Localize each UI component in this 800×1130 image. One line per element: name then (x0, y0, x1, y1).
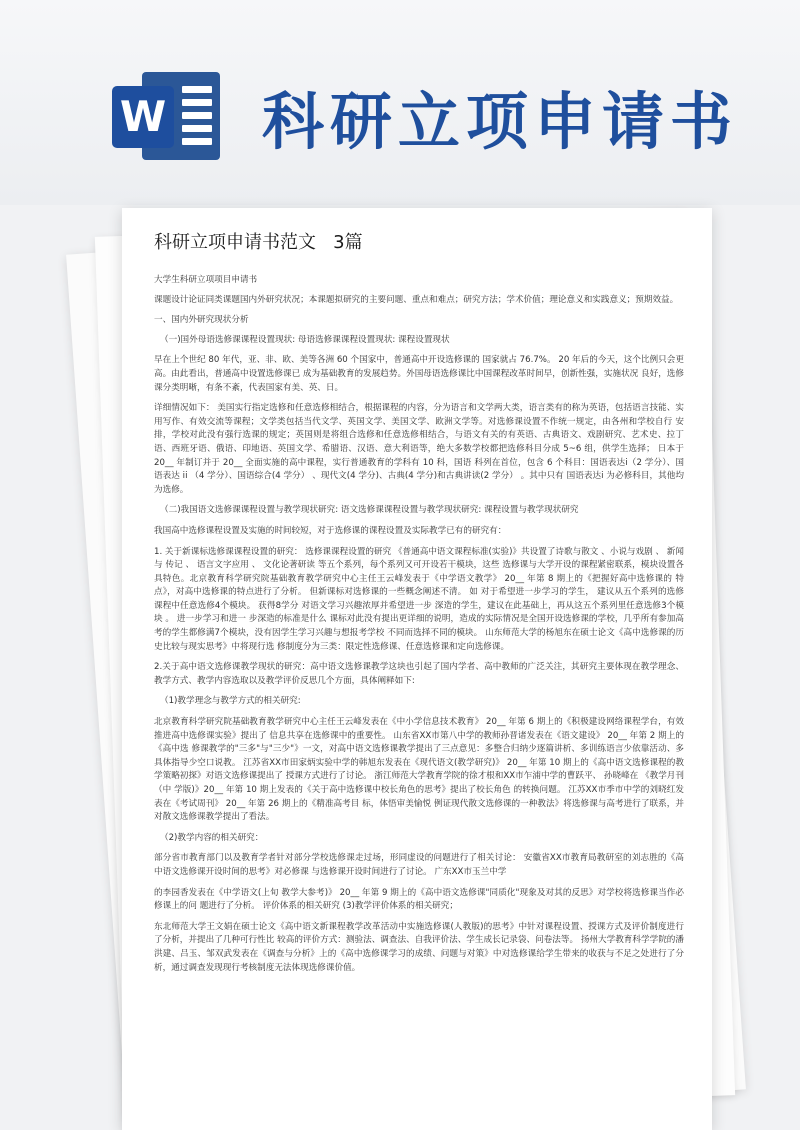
document-paragraph: 2.关于高中语文选修课教学现状的研究：高中语文选修课教学这块也引起了国内学者、高中教师的广泛关注，其研究主要体现在教学理念、教学方式、教学内容选取以及教学评价反思几个方面，具体阐释如下: (154, 662, 684, 686)
document-paragraph: 详细情况如下： 美国实行指定选修和任意选修相结合，根据课程的内容，分为语言和文学两大类，语言类有的称为英语，包括语言技能、实用写作、有效交流等课程；文学类包括当代文学、英国文学、美国文学、欧洲文学等。对选修课设置不作统一规定，由各州和学校自行 安排，学校对此没有强行选课的规定；英国则是将组合选修和任意选修相结合，与语文有关的有英语、古典语文、戏剧研究、艺术史、拉丁语、西班牙语、俄语、印地语、英国文学、希腊语、汉语、意大利语等，绝大多数学校都把选修科目分成 5~6 组，供学生选择； 日本于 20__ 年制订并于 20__ 全面实施的高中课程，实行普通教育的学科有 10 科，国语 科列在首位，包含 6 个科目：国语表达i（2 学分）、国语表达 ii （4 学分）、国语综合(4 学分） 、现代文(4 学分)、古典(4 学分)和古典讲读(2 学分） 。其中只有 国语表达i 为必修科目，其他均为选修。 (154, 403, 684, 495)
document-page (122, 208, 712, 1130)
document-title: 科研立项申请书范文 3篇 (154, 232, 363, 253)
document-paragraph: （2)教学内容的相关研究： (160, 832, 264, 843)
document-paragraph: 我国高中选修课程设置及实施的时间较短，对于选修课的课程设置及实际教学已有的研究有： (154, 525, 507, 536)
header-banner (0, 0, 800, 205)
document-paragraph: 早在上个世纪 80 年代，亚、非、欧、美等各洲 60 个国家中，普通高中开设选修课的 国家就占 76.7%。 20 年后的今天，这个比例只会更高。由此看出，普通高中设置选修课已 成为基础教育的发展趋势。外国母语选修课比中国课程改革时间早，创新性强，实施状况 良好，选修课分类明晰，有条不紊，代表国家有美、英、日。 (154, 355, 684, 393)
document-paragraph: （一)国外母语选修课课程设置现状: 母语选修课课程设置现状: 课程设置现状 (160, 334, 450, 345)
document-paragraph: （1)教学理念与教学方式的相关研究: (160, 696, 301, 707)
document-paragraph: 东北师范大学王文娟在硕士论文《高中语文新课程教学改革活动中实施选修课(人教版)的思考》中针对课程设置、授课方式及评价制度进行了分析，并提出了几种可行性比 较高的评价方式：测验法、调查法、自我评价法、学生成长记录袋、问卷法等。 扬州大学教育科学学院的潘洪建、吕玉、邹双武发表在《调查与分析》上的《高中选修课学习的成绩、问题与对策》中对选修课给学生带来的收获与不足之处进行了分析，通过调查发现现行考核制度无法体现选修课价值。 (154, 921, 684, 973)
document-paragraph: 大学生科研立项项目申请书 (154, 275, 258, 285)
document-paragraph: 的李园香发表在《中学语文(上旬 教学大参考)》 20__ 年第 9 期上的《高中语文选修课"同质化"现象及对其的反思》对学校将选修课当作必修课上的问 题进行了分析。 评价体系的相关研究 (3)教学评价体系的相关研究； (154, 887, 684, 912)
document-paragraph: 课题设计论证同类课题国内外研究状况；本课题拟研究的主要问题、重点和难点；研究方法；学术价值；理论意义和实践意义；预期效益。 (154, 294, 679, 305)
document-body (154, 274, 684, 975)
document-paragraph: 1. 关于新课标选修课课程设置的研究： 选修课课程设置的研究 《普通高中语文课程标准(实验)》共设置了诗歌与散文 、小说与戏剧 、 新闻与 传记 、 语言文字应用 、 文化论著研读 等五个系列，每个系列又可开设若干模块，这些 选修课与大学开设的课程紧密联系，模块设置各具特色。北京教育科学研究院基础教育教学研究中心主任王云峰发表于《中学语文教学》 20__ 年第 8 期上的《把握好高中选修课的 特点》，对高中选修课的特点进行了分析。 但新课标对选修课的一些概念阐述不清。 如 对于希望进一步学习的学生， 建议从五个系列的选修课程中任意选修4个模块。 获得8学分 对语文学习兴趣浓厚并希望进一步 深造的学生，建议在此基础上，再从这五个系列里任意选修3个模块 。 进一步学习和进一 步深造的标准是什么 课标对此没有提出更详细的说明，造成的实际情况是全国开设选修课的学校，几乎所有参加高考的学生都修满7个模块，没有因学生学习兴趣与想报考学校 不同而选择不同的模块。 山东师范大学的杨旭东在硕士论文《高中选修课的历史比较与现实思考》中将现行选 修制度分为三类：限定性选修课、任意选修课和定向选修课。 (154, 546, 684, 652)
document-paragraph: （二)我国语文选修课课程设置与教学现状研究: 语文选修课课程设置与教学现状研究: 课程设置与教学现状研究 (160, 505, 579, 516)
document-paragraph: 一、国内外研究现状分析 (154, 315, 249, 326)
document-paragraph: 北京教育科学研究院基础教育教学研究中心主任王云峰发表在《中小学信息技术教育》 20__ 年第 6 期上的《积极建设网络课程学台，有效推进高中选修课实验》提出了 信息共享在选修课中的重要性。 山东省XX市第八中学的教师孙晋诸发表在《语文建设》 20__ 年第 2 期上的《高中选 修课教学的"三多"与"三少"》一文，对高中语文选修课教学提出了三点意见：多整合归纳少逐篇讲析、多训练语言少依靠活动、多具体指导少空口说教。 江苏省XX市田家炳实验中学的韩旭东发表在《现代语文(教学研究)》 20__ 年第 10 期上的《高中语文选修课程的教学策略初探》对语文选修课提出了 授课方式进行了讨论。 浙江师范大学教育学院的徐才根和XX市乍浦中学的曹跃平、 孙晓峰在 《教学月刊 （中 学版)》20__ 年第 10 期上发表的《关于高中选修课中校长角色的思考》提出了校长角色 的转换问题。 江苏XX市季市中学的刘晓红发表在《考试周刊》 20__ 年第 26 期上的《精准高考目 标，体悟审美愉悦 例证现代散文选修课的一种教法》将选修课与高考进行了联系，并对散文选修课教学提出了看法。 (154, 717, 684, 823)
banner-title: 科研立项申请书 (262, 85, 739, 158)
word-w-letter: W (112, 86, 174, 148)
document-paragraph: 部分省市教育部门以及教育学者针对部分学校选修课走过场，形同虚设的问题进行了相关讨论： 安徽省XX市教育局教研室的刘志胜的《高中语文选修课开设时间的思考》对必修课 与选修课开设时间进行了讨论。 广东XX市玉兰中学 (154, 853, 684, 877)
word-logo-icon (112, 68, 224, 164)
